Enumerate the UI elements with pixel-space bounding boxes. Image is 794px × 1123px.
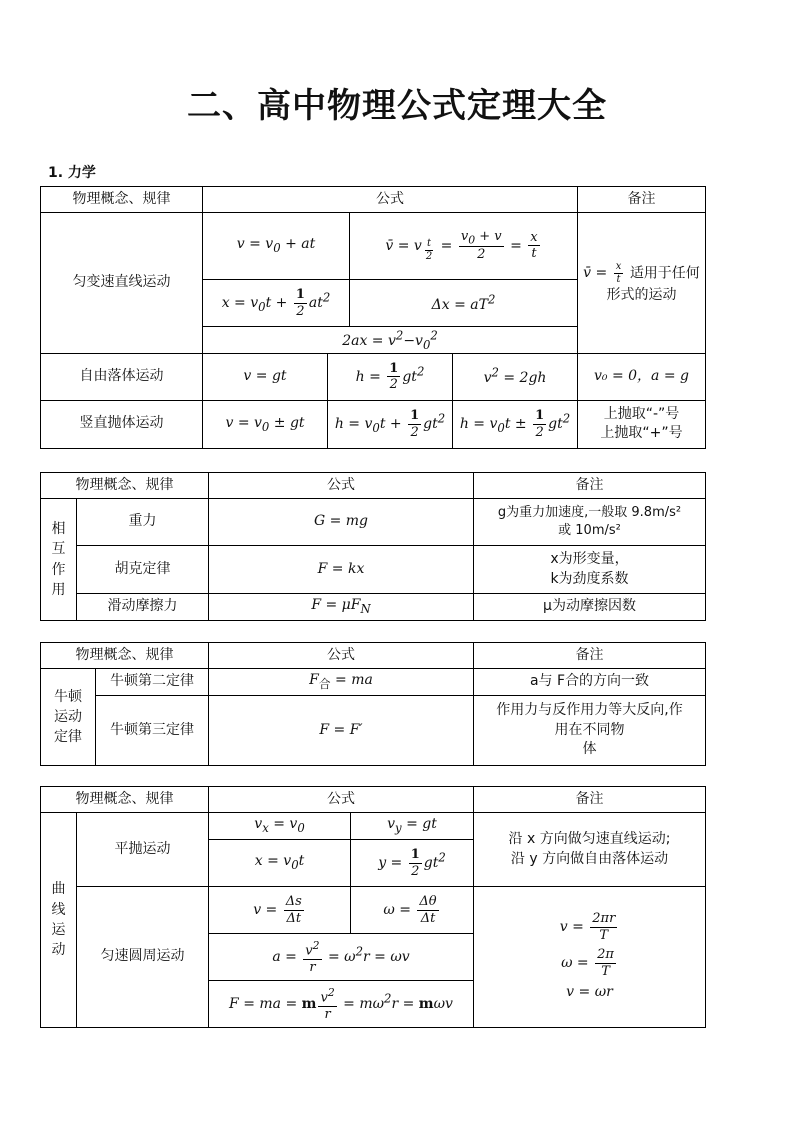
concept-friction: 滑动摩擦力 (77, 594, 209, 621)
group-newton (41, 669, 96, 766)
page-title: 二、高中物理公式定理大全 (187, 86, 607, 126)
remark-projectile: 沿 x 方向做匀速直线运动; 沿 y 方向做自由落体运动 (474, 813, 706, 887)
formula-displacement: $x = v_0t$ + $\frac{1}{2}$ $at^2$ (203, 280, 350, 327)
header-formula: 公式 (209, 643, 474, 669)
kinematics-table (40, 186, 706, 449)
remark-second-law: a与 F合的方向一致 (474, 669, 706, 696)
remark-gravity: g为重力加速度,一般取 9.8m/s² 或 10m/s² (474, 499, 706, 546)
header-concept: 物理概念、规律 (41, 787, 209, 813)
formula-v2-2gh: $v^2 = 2gh$ (453, 353, 578, 400)
concept-second-law: 牛顿第二定律 (96, 669, 209, 696)
concept-hooke: 胡克定律 (77, 546, 209, 594)
concept-freefall: 自由落体运动 (41, 353, 203, 400)
header-concept: 物理概念、规律 (41, 187, 203, 213)
remark-hooke: x为形变量， k为劲度系数 (474, 546, 706, 594)
remark-friction: μ为动摩擦因数 (474, 594, 706, 621)
header-remark: 备注 (474, 643, 706, 669)
formula-y-gt2: y = $\frac{1}{2}$ $gt^2$ (351, 840, 474, 887)
header-remark: 备注 (474, 787, 706, 813)
group-curvilinear-label: 曲 线 运 动 (51, 881, 66, 959)
formula-velocity: $v = v_0$ + at (203, 213, 350, 280)
formula-second-law: $F_合$ = ma (209, 669, 474, 696)
concept-projectile: 平抛运动 (77, 813, 209, 887)
formula-v-pm-gt: $v = v_0$ ± gt (203, 400, 328, 448)
formula-2ax: $2ax = v^2-v_0^2$ (203, 327, 578, 354)
curvilinear-table (40, 786, 706, 1028)
remark-uniform-text: 适用于任何形式的运动 (606, 265, 700, 303)
formula-h-gt2: h = $\frac{1}{2}$ $gt^2$ (328, 353, 453, 400)
newton-table (40, 642, 706, 766)
concept-vertical: 竖直抛体运动 (41, 400, 203, 448)
remark-circular: v = $\frac{2\pi r}{T}$ ω = $\frac{2\pi}{T}$ v = ωr (474, 887, 706, 1028)
concept-third-law: 牛顿第三定律 (96, 696, 209, 766)
group-newton-label: 牛顿 运动 定律 (54, 688, 82, 746)
remark-freefall: v₀ = 0，a = g (578, 353, 706, 400)
header-formula: 公式 (209, 787, 474, 813)
formula-friction: $F = \mu F_N$ (209, 594, 474, 621)
formula-centripetal-accel: a = $\frac{v^2}{r}$ = $\omega^2r = \omega v$ (209, 934, 474, 981)
header-remark: 备注 (578, 187, 706, 213)
concept-gravity: 重力 (77, 499, 209, 546)
group-interaction-label: 相 互 作 用 (51, 520, 66, 598)
formula-h-plus: $h = v_0t$ + $\frac{1}{2}$ $gt^2$ (328, 400, 453, 448)
formula-centripetal-force: F = ma = m $\frac{v^2}{r}$ = $m\omega^2r = m\omega v$ (209, 981, 474, 1028)
remark-third-law: 作用力与反作用力等大反向,作 用在不同物 体 (474, 696, 706, 766)
group-interaction (41, 499, 77, 621)
remark-vertical: 上抛取“-”号 上抛取“+”号 (578, 400, 706, 448)
header-formula: 公式 (203, 187, 578, 213)
concept-circular: 匀速圆周运动 (77, 887, 209, 1028)
interaction-table (40, 472, 706, 621)
formula-gravity: G = mg (209, 499, 474, 546)
formula-vx: $v_x = v_0$ (209, 813, 351, 840)
formula-v-ds-dt: v = $\frac{\Delta s}{\Delta t}$ (209, 887, 351, 934)
formula-average-velocity: v̄ = v $_{\frac{t}{2}}$ = $\frac{v_0 + v}{2}$ = $\frac{x}{t}$ (350, 213, 578, 280)
section-heading: 1. 力学 (48, 165, 96, 181)
header-formula: 公式 (209, 473, 474, 499)
formula-hooke: F = kx (209, 546, 474, 594)
formula-v-gt: v = gt (203, 353, 328, 400)
formula-third-law: F = F′ (209, 696, 474, 766)
formula-omega: ω = $\frac{\Delta\theta}{\Delta t}$ (351, 887, 474, 934)
formula-x-v0t: $x = v_0t$ (209, 840, 351, 887)
header-remark: 备注 (474, 473, 706, 499)
header-concept: 物理概念、规律 (41, 473, 209, 499)
formula-delta-x: $\Delta x = aT^2$ (350, 280, 578, 327)
formula-vy: $v_y$ = gt (351, 813, 474, 840)
remark-uniform: v̄ = $\frac{x}{t}$ 适用于任何形式的运动 (578, 213, 706, 354)
concept-uniform: 匀变速直线运动 (41, 213, 203, 354)
formula-h-pm: $h = v_0t$ ± $\frac{1}{2}$ $gt^2$ (453, 400, 578, 448)
group-curvilinear (41, 813, 77, 1028)
header-concept: 物理概念、规律 (41, 643, 209, 669)
